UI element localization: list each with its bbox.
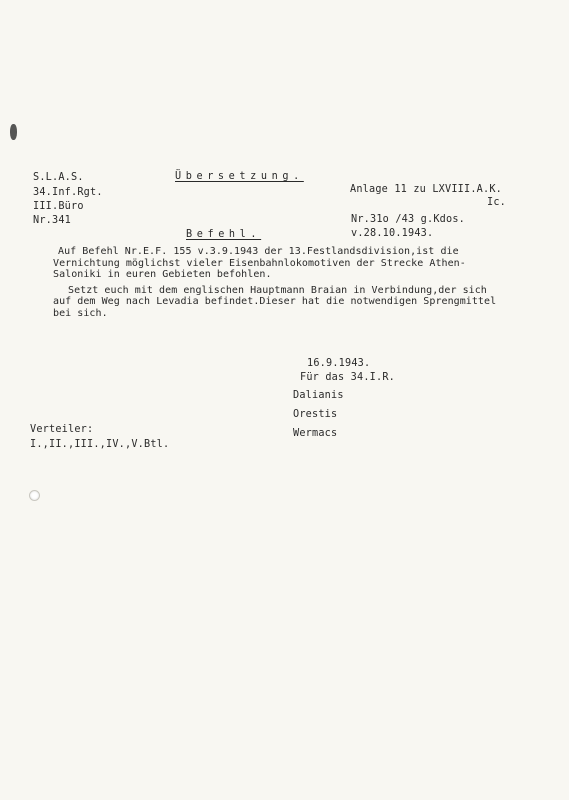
annex-department: Ic. [487,197,507,208]
body-line: Saloniki in euren Gebieten befohlen. [53,269,272,281]
distribution-list: I.,II.,III.,IV.,V.Btl. [30,439,170,450]
body-line: bei sich. [53,307,108,319]
body-line: Setzt euch mit dem englischen Hauptmann Braian in Verbindung,der sich [68,284,487,296]
classified-date: v.28.10.1943. [351,228,434,239]
unit-code: S.L.A.S. [33,172,84,183]
body-line: auf dem Weg nach Levadia befindet.Dieser hat die notwendigen Sprengmittel [53,296,497,308]
classified-number: Nr.31o /43 g.Kdos. [351,214,466,225]
office: III.Büro [33,201,84,212]
reference-number: Nr.341 [33,215,72,226]
body-line: Vernichtung möglichst vieler Eisenbahnlokomotiven der Strecke Athen- [53,257,466,269]
document-subtitle: Befehl. [186,229,262,240]
order-body [53,246,528,320]
signatory-name: Wermacs [293,428,338,439]
punch-hole [29,490,40,501]
signatory-name: Dalianis [293,390,344,401]
signatory-name: Orestis [293,409,338,420]
distribution-label: Verteiler: [30,424,94,435]
signature-unit: Für das 34.I.R. [300,372,396,383]
annex-reference: Anlage 11 zu LXVIII.A.K. [350,184,503,195]
ink-blot-mark [10,124,17,140]
document-title: Übersetzung. [175,171,304,182]
signature-date: 16.9.1943. [307,358,371,369]
body-line: Auf Befehl Nr.E.F. 155 v.3.9.1943 der 13.Festlandsdivision,ist die [58,246,459,257]
regiment: 34.Inf.Rgt. [33,187,103,198]
